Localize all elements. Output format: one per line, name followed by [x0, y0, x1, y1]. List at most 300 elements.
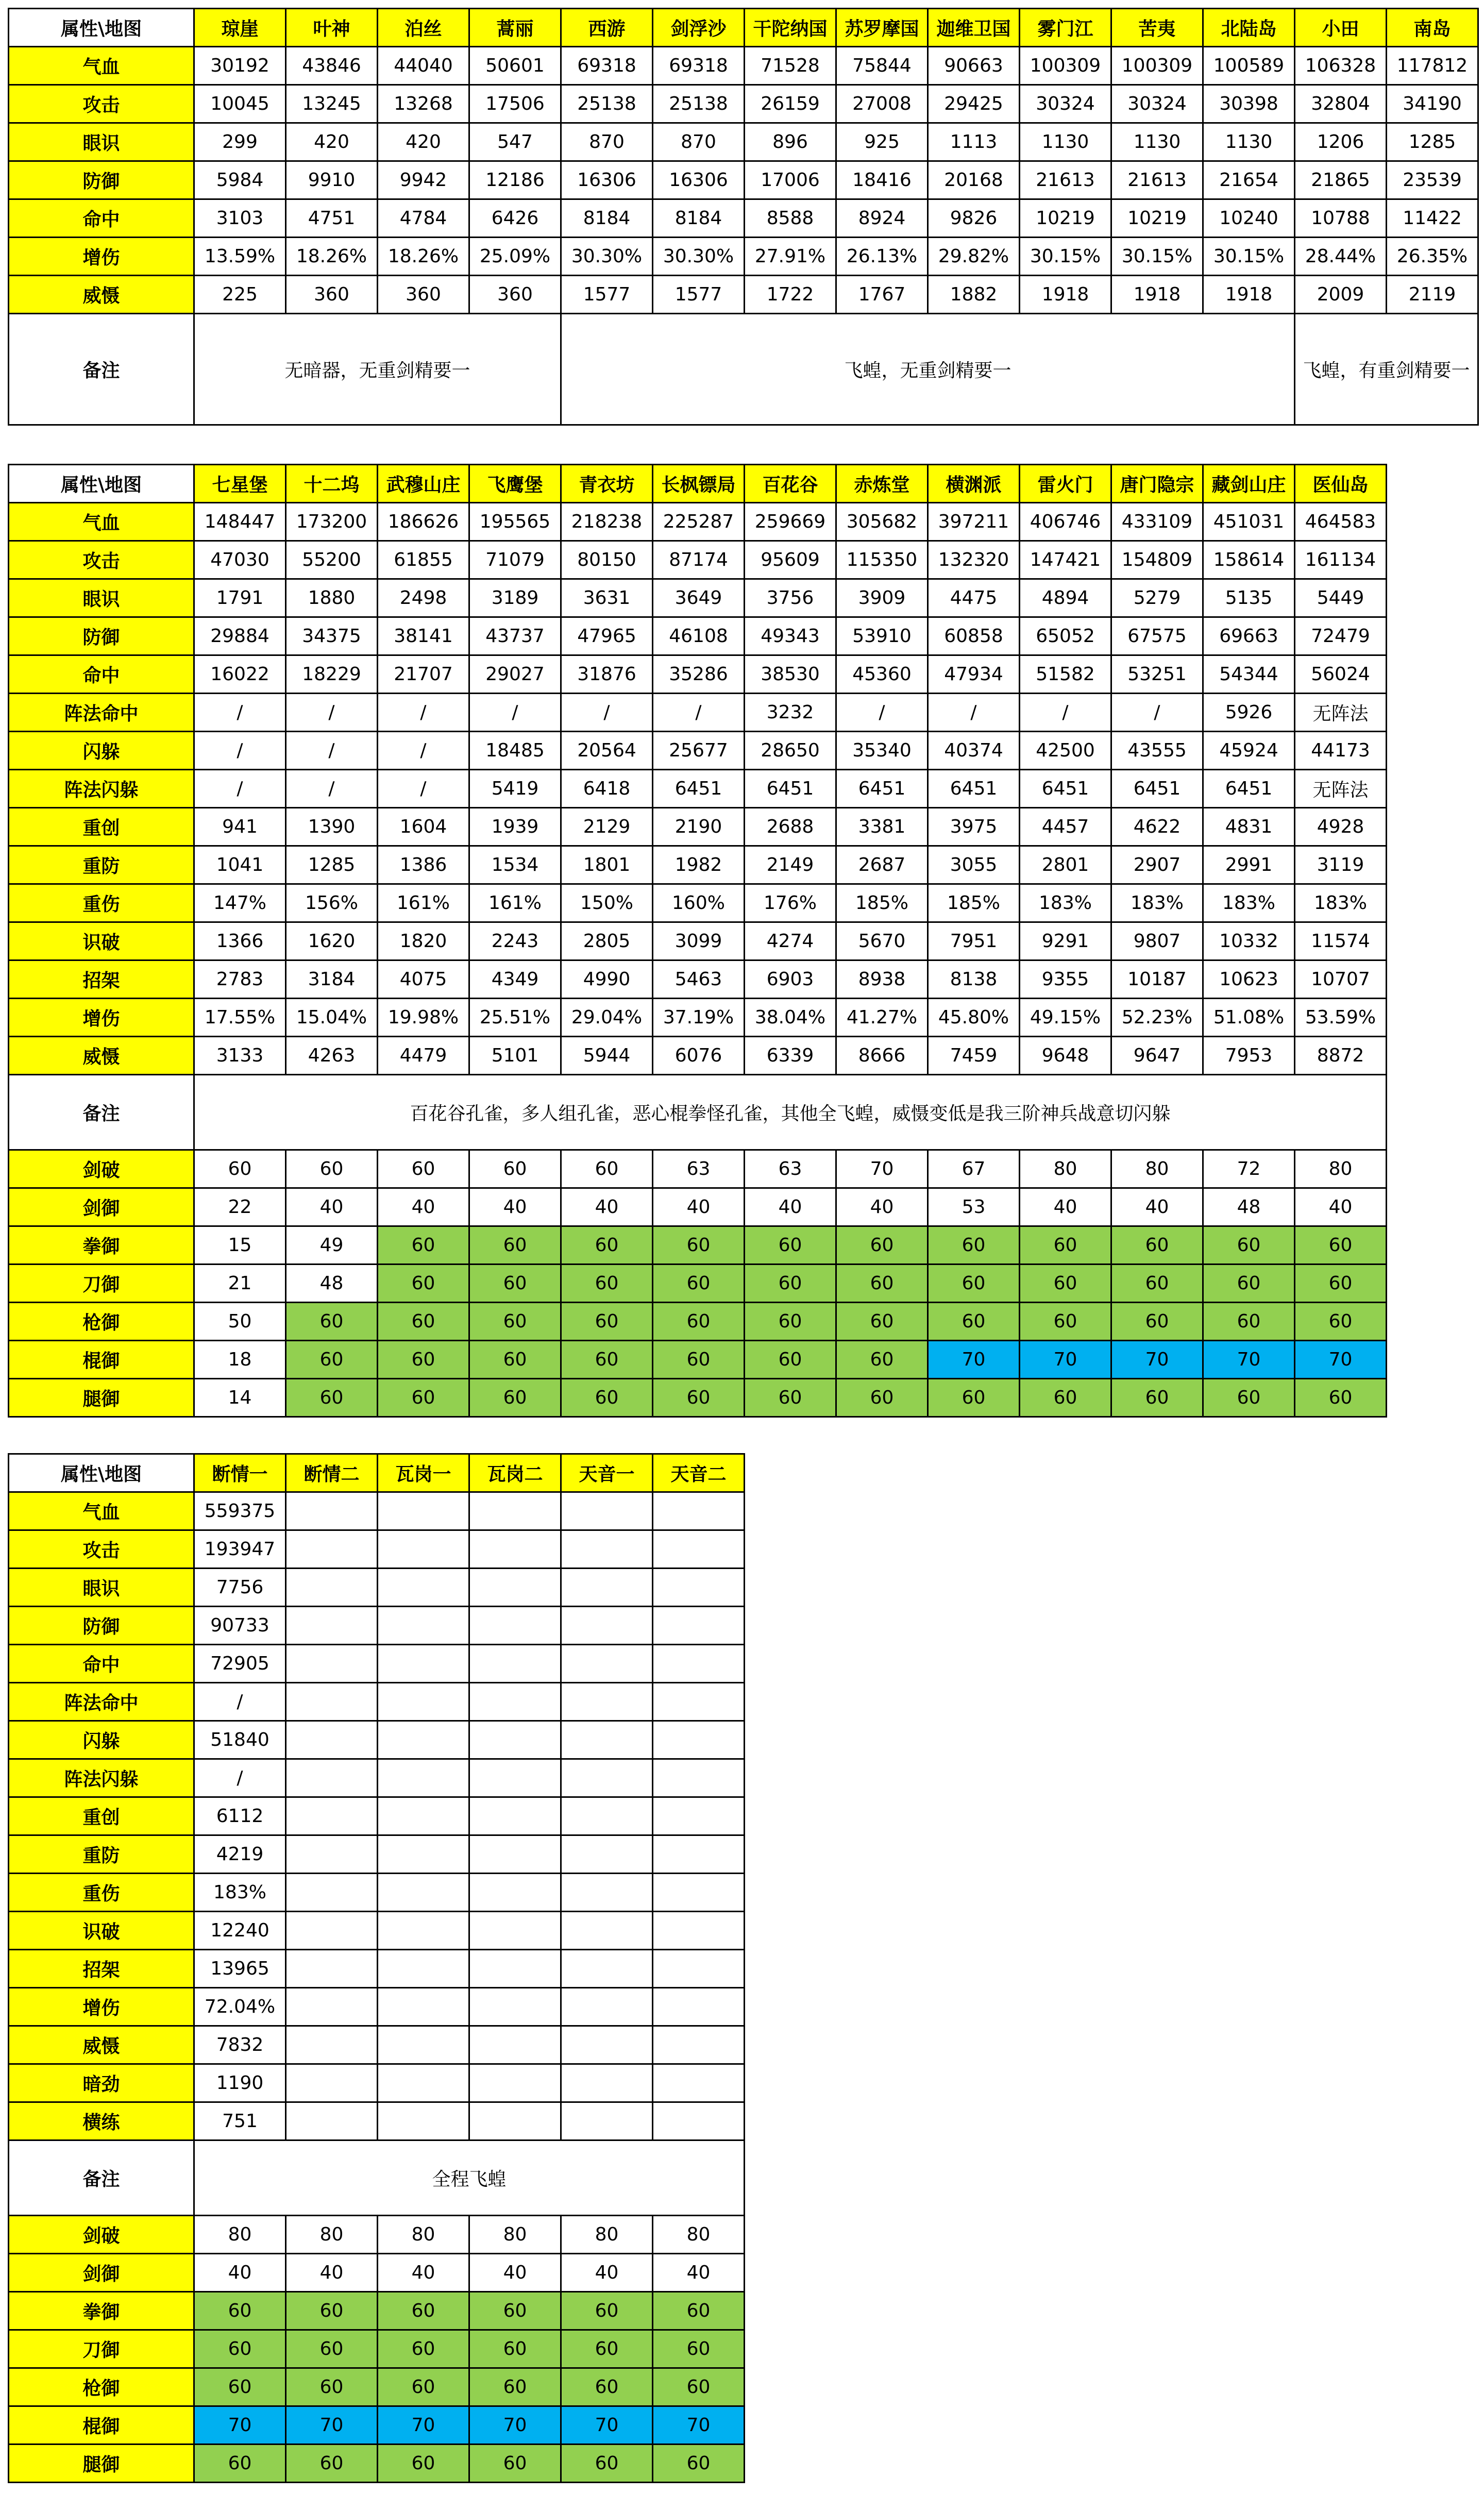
table-cell: 12240 — [194, 1912, 286, 1950]
table-cell: 6426 — [469, 199, 561, 238]
row-label: 眼识 — [9, 579, 194, 617]
table-cell: 1386 — [378, 846, 469, 884]
table-cell: 34375 — [286, 617, 378, 655]
table-cell: 26159 — [745, 85, 836, 123]
note-row — [9, 1075, 1387, 1150]
table-cell: 305682 — [836, 503, 928, 541]
map-column-header: 泊丝 — [378, 9, 469, 47]
row-label: 暗劲 — [9, 2064, 194, 2102]
table-cell — [561, 1569, 653, 1607]
table-cell: / — [378, 732, 469, 770]
map-column-header: 北陆岛 — [1203, 9, 1295, 47]
table-cell: 72 — [1203, 1150, 1295, 1188]
table-cell — [653, 1988, 745, 2026]
row-label: 重创 — [9, 1797, 194, 1835]
map-column-header: 苏罗摩国 — [836, 9, 928, 47]
table-cell: 69318 — [653, 47, 745, 85]
table-cell: 60 — [286, 2292, 378, 2330]
table-cell: / — [194, 1759, 286, 1797]
boss-stats-table-3 — [8, 1453, 745, 2483]
row-label: 命中 — [9, 199, 194, 238]
table-cell: 70 — [1203, 1341, 1295, 1379]
table-cell: 3631 — [561, 579, 653, 617]
table-cell: 3133 — [194, 1037, 286, 1075]
table-cell: 49343 — [745, 617, 836, 655]
table-cell — [653, 1759, 745, 1797]
table-cell: 10187 — [1111, 960, 1203, 999]
table-cell: 60 — [469, 1303, 561, 1341]
table-cell — [469, 1950, 561, 1988]
table-cell: 46108 — [653, 617, 745, 655]
note-row — [9, 314, 1478, 425]
table-cell: 60 — [653, 2368, 745, 2406]
table-cell: 40 — [653, 1188, 745, 1226]
table-cell: 15 — [194, 1226, 286, 1265]
row-label: 重防 — [9, 1835, 194, 1874]
table-cell: 29.04% — [561, 999, 653, 1037]
table-cell: 18485 — [469, 732, 561, 770]
table-cell — [286, 1759, 378, 1797]
table-cell: 13965 — [194, 1950, 286, 1988]
row-label: 棍御 — [9, 1341, 194, 1379]
table-cell: 47934 — [928, 655, 1020, 694]
table-cell: 60 — [378, 2292, 469, 2330]
table-cell: 8588 — [745, 199, 836, 238]
table-cell: 40 — [561, 1188, 653, 1226]
table-row — [9, 1607, 745, 1645]
table-cell — [378, 1530, 469, 1569]
table-cell: 40 — [378, 2254, 469, 2292]
table-cell — [378, 1912, 469, 1950]
table-row — [9, 2102, 745, 2140]
table-cell: 60 — [561, 2330, 653, 2368]
table-cell: 51840 — [194, 1721, 286, 1759]
table-cell: 132320 — [928, 541, 1020, 579]
table-cell: 70 — [469, 2406, 561, 2445]
row-label: 防御 — [9, 161, 194, 199]
table-cell: 4219 — [194, 1835, 286, 1874]
map-column-header: 飞鹰堡 — [469, 465, 561, 503]
table-cell: 60 — [836, 1265, 928, 1303]
table-cell — [469, 1645, 561, 1683]
table-cell — [469, 1988, 561, 2026]
table-cell: 7832 — [194, 2026, 286, 2064]
table-cell: 63 — [745, 1150, 836, 1188]
table-cell: 60 — [836, 1379, 928, 1417]
table-cell: 60 — [561, 2445, 653, 2483]
table-cell: 100309 — [1111, 47, 1203, 85]
table-cell: 25138 — [653, 85, 745, 123]
table-cell: 40 — [653, 2254, 745, 2292]
table-row — [9, 999, 1387, 1037]
table-cell: 60 — [928, 1379, 1020, 1417]
table-cell — [469, 1797, 561, 1835]
table-cell: 60 — [194, 2445, 286, 2483]
table-cell — [378, 1721, 469, 1759]
table-cell: 4990 — [561, 960, 653, 999]
table-cell: 40 — [561, 2254, 653, 2292]
table-cell: 60 — [1111, 1265, 1203, 1303]
table-cell: 10240 — [1203, 199, 1295, 238]
table-cell: / — [194, 1683, 286, 1721]
table-cell: 1791 — [194, 579, 286, 617]
note-label: 备注 — [9, 314, 194, 425]
table-cell: 1041 — [194, 846, 286, 884]
map-column-header: 瓦岗一 — [378, 1454, 469, 1492]
note-label: 备注 — [9, 1075, 194, 1150]
table-row — [9, 276, 1478, 314]
table-cell: 397211 — [928, 503, 1020, 541]
row-label: 拳御 — [9, 1226, 194, 1265]
table-cell: 225287 — [653, 503, 745, 541]
table-cell: 1880 — [286, 579, 378, 617]
table-cell: 30.15% — [1111, 238, 1203, 276]
map-column-header: 雾门江 — [1020, 9, 1111, 47]
table-cell: 870 — [653, 123, 745, 161]
table-cell: 60 — [1111, 1303, 1203, 1341]
row-label: 增伤 — [9, 1988, 194, 2026]
table-cell: 420 — [378, 123, 469, 161]
map-column-header: 天音一 — [561, 1454, 653, 1492]
table-cell: 43737 — [469, 617, 561, 655]
table-cell: 53.59% — [1295, 999, 1387, 1037]
table-cell: 30.15% — [1020, 238, 1111, 276]
table-row — [9, 123, 1478, 161]
table-cell: 71079 — [469, 541, 561, 579]
table-cell: 5944 — [561, 1037, 653, 1075]
table-cell: 10045 — [194, 85, 286, 123]
table-cell: 16306 — [653, 161, 745, 199]
table-cell: 72479 — [1295, 617, 1387, 655]
table-cell: 60 — [378, 1150, 469, 1188]
table-cell: 60 — [836, 1226, 928, 1265]
map-column-header: 百花谷 — [745, 465, 836, 503]
table-cell: 40374 — [928, 732, 1020, 770]
table-row — [9, 199, 1478, 238]
table-cell: 45924 — [1203, 732, 1295, 770]
table-cell: 3381 — [836, 808, 928, 846]
table-cell — [286, 1530, 378, 1569]
table-cell: 8138 — [928, 960, 1020, 999]
table-cell: 31876 — [561, 655, 653, 694]
row-label: 横练 — [9, 2102, 194, 2140]
note-cell: 全程飞蝗 — [194, 2140, 745, 2216]
table-cell — [378, 1645, 469, 1683]
table-cell: 8924 — [836, 199, 928, 238]
table-cell: 60 — [1203, 1226, 1295, 1265]
table-cell: 70 — [286, 2406, 378, 2445]
table-cell — [469, 1683, 561, 1721]
table-cell: 7951 — [928, 922, 1020, 960]
table-cell — [286, 1835, 378, 1874]
table-cell: 70 — [561, 2406, 653, 2445]
table-cell: 44040 — [378, 47, 469, 85]
table-cell: 1113 — [928, 123, 1020, 161]
table-row — [9, 617, 1387, 655]
table-cell: / — [286, 732, 378, 770]
table-cell: 60 — [1020, 1379, 1111, 1417]
table-cell: 30324 — [1020, 85, 1111, 123]
table-cell — [561, 1874, 653, 1912]
table-cell: 30.30% — [561, 238, 653, 276]
table-cell: 65052 — [1020, 617, 1111, 655]
table-cell: 158614 — [1203, 541, 1295, 579]
table-cell: 941 — [194, 808, 286, 846]
table-cell — [561, 1492, 653, 1530]
table-cell — [561, 1797, 653, 1835]
table-cell: / — [1111, 694, 1203, 732]
table-cell: 60 — [1020, 1226, 1111, 1265]
table-cell — [469, 1759, 561, 1797]
map-column-header: 青衣坊 — [561, 465, 653, 503]
table-cell: 10623 — [1203, 960, 1295, 999]
table-row — [9, 1797, 745, 1835]
table-cell — [286, 2026, 378, 2064]
table-row — [9, 1874, 745, 1912]
table-cell: 1130 — [1203, 123, 1295, 161]
table-cell: 61855 — [378, 541, 469, 579]
table-cell: 193947 — [194, 1530, 286, 1569]
table-cell — [286, 1569, 378, 1607]
row-label: 重创 — [9, 808, 194, 846]
row-label: 招架 — [9, 1950, 194, 1988]
table-cell: 27008 — [836, 85, 928, 123]
table-cell: 60 — [928, 1303, 1020, 1341]
table-cell: 3189 — [469, 579, 561, 617]
table-cell: 8184 — [561, 199, 653, 238]
map-column-header: 蒿丽 — [469, 9, 561, 47]
map-column-header: 断情二 — [286, 1454, 378, 1492]
table-cell: 28650 — [745, 732, 836, 770]
table-cell: 870 — [561, 123, 653, 161]
table-cell: 72905 — [194, 1645, 286, 1683]
map-column-header: 西游 — [561, 9, 653, 47]
table-cell: 54344 — [1203, 655, 1295, 694]
table-cell: 1820 — [378, 922, 469, 960]
table-cell: 80 — [194, 2216, 286, 2254]
table-cell: 925 — [836, 123, 928, 161]
table-cell: 3119 — [1295, 846, 1387, 884]
row-label: 枪御 — [9, 2368, 194, 2406]
table-cell — [469, 1721, 561, 1759]
map-column-header: 小田 — [1295, 9, 1387, 47]
table-cell: 60 — [469, 2330, 561, 2368]
table-cell: 60 — [469, 1226, 561, 1265]
table-cell: 1534 — [469, 846, 561, 884]
table-cell: 183% — [1111, 884, 1203, 922]
table-cell: 60 — [653, 1379, 745, 1417]
table-cell: 183% — [1295, 884, 1387, 922]
table-cell: 60 — [561, 1150, 653, 1188]
table-cell: 47030 — [194, 541, 286, 579]
row-label: 刀御 — [9, 2330, 194, 2368]
table-cell: 45.80% — [928, 999, 1020, 1037]
table-cell: 29884 — [194, 617, 286, 655]
row-label: 闪躲 — [9, 732, 194, 770]
table-cell: 2805 — [561, 922, 653, 960]
map-column-header: 叶神 — [286, 9, 378, 47]
table-cell — [378, 2102, 469, 2140]
table-cell: 8938 — [836, 960, 928, 999]
table-row — [9, 1950, 745, 1988]
table-cell: 5984 — [194, 161, 286, 199]
table-cell: 60 — [1203, 1265, 1295, 1303]
table-cell: / — [928, 694, 1020, 732]
table-cell: 60 — [378, 1303, 469, 1341]
map-column-header: 迦维卫国 — [928, 9, 1020, 47]
table-cell: 1620 — [286, 922, 378, 960]
table-cell: 69318 — [561, 47, 653, 85]
table-cell: 63 — [653, 1150, 745, 1188]
table-cell — [561, 1645, 653, 1683]
table-cell: 无阵法 — [1295, 694, 1387, 732]
table-cell: 60 — [194, 2292, 286, 2330]
table-cell: 60 — [561, 2368, 653, 2406]
table-cell: 1285 — [286, 846, 378, 884]
table-row — [9, 2254, 745, 2292]
table-row — [9, 846, 1387, 884]
table-cell — [286, 1683, 378, 1721]
table-cell: 60 — [286, 2445, 378, 2483]
table-cell: 406746 — [1020, 503, 1111, 541]
table-cell: 18229 — [286, 655, 378, 694]
table-cell: 40 — [469, 2254, 561, 2292]
row-label: 增伤 — [9, 999, 194, 1037]
map-column-header: 长枫镖局 — [653, 465, 745, 503]
table-cell: 49.15% — [1020, 999, 1111, 1037]
row-label: 增伤 — [9, 238, 194, 276]
table-cell: 4349 — [469, 960, 561, 999]
table-cell: 48 — [1203, 1188, 1295, 1226]
row-label: 防御 — [9, 617, 194, 655]
table-cell: 70 — [1020, 1341, 1111, 1379]
table-cell: 420 — [286, 123, 378, 161]
table-cell: / — [469, 694, 561, 732]
table-cell — [378, 1874, 469, 1912]
table-cell: 40 — [1111, 1188, 1203, 1226]
table-cell: 无阵法 — [1295, 770, 1387, 808]
table-cell: 80 — [378, 2216, 469, 2254]
table-cell: 30324 — [1111, 85, 1203, 123]
table-cell: 5279 — [1111, 579, 1203, 617]
table-cell: 3975 — [928, 808, 1020, 846]
table-cell: 2009 — [1295, 276, 1387, 314]
table-cell: 60 — [469, 2292, 561, 2330]
table-cell: 183% — [194, 1874, 286, 1912]
table-cell: 67575 — [1111, 617, 1203, 655]
table-cell — [378, 2064, 469, 2102]
row-label: 棍御 — [9, 2406, 194, 2445]
table-cell: 60 — [836, 1341, 928, 1379]
map-column-header: 天音二 — [653, 1454, 745, 1492]
row-label: 阵法命中 — [9, 694, 194, 732]
table-cell: 6451 — [1203, 770, 1295, 808]
table-cell: 10707 — [1295, 960, 1387, 999]
table-cell: 185% — [836, 884, 928, 922]
table-row — [9, 1150, 1387, 1188]
table-cell: 6418 — [561, 770, 653, 808]
corner-header: 属性\地图 — [9, 465, 194, 503]
table-cell: 30398 — [1203, 85, 1295, 123]
table-cell: 60 — [469, 1265, 561, 1303]
table-cell: 1190 — [194, 2064, 286, 2102]
table-cell: 60 — [745, 1303, 836, 1341]
table-cell: 70 — [1295, 1341, 1387, 1379]
table-cell: 35286 — [653, 655, 745, 694]
table-cell — [653, 1835, 745, 1874]
table-cell: 60 — [1203, 1303, 1295, 1341]
table-cell: 2119 — [1387, 276, 1478, 314]
table-cell: 2907 — [1111, 846, 1203, 884]
table-cell: 60 — [378, 1341, 469, 1379]
table-cell: 21654 — [1203, 161, 1295, 199]
table-cell: 21 — [194, 1265, 286, 1303]
table-cell: 4274 — [745, 922, 836, 960]
table-cell: 70 — [194, 2406, 286, 2445]
table-cell: 53251 — [1111, 655, 1203, 694]
table-cell: 176% — [745, 884, 836, 922]
table-cell: 16306 — [561, 161, 653, 199]
table-row — [9, 1265, 1387, 1303]
map-column-header: 七星堡 — [194, 465, 286, 503]
row-label: 眼识 — [9, 1569, 194, 1607]
table-cell — [561, 2102, 653, 2140]
table-cell: 26.13% — [836, 238, 928, 276]
row-label: 枪御 — [9, 1303, 194, 1341]
table-cell: 40 — [194, 2254, 286, 2292]
table-cell: 60 — [378, 2368, 469, 2406]
table-row — [9, 884, 1387, 922]
table-cell: 6451 — [653, 770, 745, 808]
table-row — [9, 808, 1387, 846]
table-cell: 360 — [378, 276, 469, 314]
table-cell: 896 — [745, 123, 836, 161]
table-cell: 5926 — [1203, 694, 1295, 732]
table-cell: 433109 — [1111, 503, 1203, 541]
table-cell: 37.19% — [653, 999, 745, 1037]
table-cell: 95609 — [745, 541, 836, 579]
table-cell: 1939 — [469, 808, 561, 846]
map-column-header: 横渊派 — [928, 465, 1020, 503]
table-cell: 4831 — [1203, 808, 1295, 846]
row-label: 重伤 — [9, 884, 194, 922]
table-cell: 161% — [378, 884, 469, 922]
row-label: 剑御 — [9, 2254, 194, 2292]
table-cell: 40 — [1295, 1188, 1387, 1226]
table-cell: 185% — [928, 884, 1020, 922]
map-column-header: 十二坞 — [286, 465, 378, 503]
table-row — [9, 2216, 745, 2254]
table-cell — [653, 1530, 745, 1569]
table-row — [9, 2445, 745, 2483]
table-cell: 30.15% — [1203, 238, 1295, 276]
table-cell: 60 — [1111, 1379, 1203, 1417]
table-cell: 1285 — [1387, 123, 1478, 161]
table-cell: 4475 — [928, 579, 1020, 617]
table-cell: 21865 — [1295, 161, 1387, 199]
table-cell: 115350 — [836, 541, 928, 579]
table-cell: 100309 — [1020, 47, 1111, 85]
table-cell: 7953 — [1203, 1037, 1295, 1075]
table-cell: 60 — [469, 1150, 561, 1188]
table-cell: 40 — [836, 1188, 928, 1226]
table-cell: 9291 — [1020, 922, 1111, 960]
table-cell: 186626 — [378, 503, 469, 541]
table-cell: 225 — [194, 276, 286, 314]
table-cell: 1722 — [745, 276, 836, 314]
table-cell: 53910 — [836, 617, 928, 655]
table-cell: 2129 — [561, 808, 653, 846]
